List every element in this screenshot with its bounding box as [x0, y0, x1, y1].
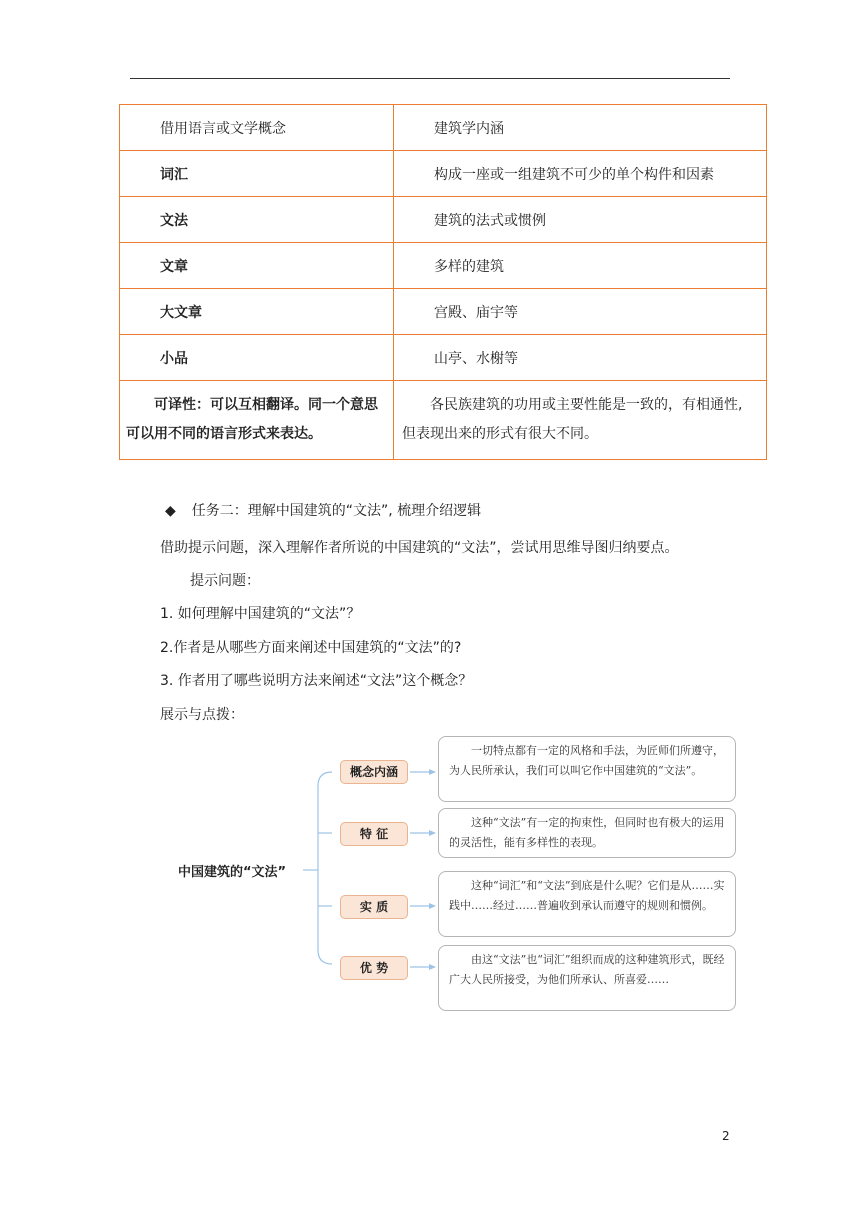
- mindmap-root: 中国建筑的“文法”: [178, 865, 287, 880]
- diamond-bullet-icon: ◆: [165, 503, 176, 519]
- table-cell: 建筑学内涵: [394, 105, 767, 151]
- table-cell: 可译性：可以互相翻译。同一个意思可以用不同的语言形式来表达。: [120, 381, 394, 460]
- page-number: 2: [722, 1129, 730, 1143]
- task-title: 任务二：理解中国建筑的“文法”, 梳理介绍逻辑: [191, 503, 482, 519]
- mindmap-box-essence: 这种“词汇”和“文法”到底是什么呢？它们是从……实践中……经过……普遍收到承认而遵守的规则和惯例。: [438, 871, 736, 937]
- task-instruction: 借助提示问题，深入理解作者所说的中国建筑的“文法”，尝试用思维导图归纳要点。: [160, 540, 679, 556]
- table-cell: 山亭、水榭等: [394, 335, 767, 381]
- table-cell: 文法: [120, 197, 394, 243]
- table-cell: 借用语言或文学概念: [120, 105, 394, 151]
- question-3: 3. 作者用了哪些说明方法来阐述“文法”这个概念？: [160, 673, 473, 689]
- question-1: 1. 如何理解中国建筑的“文法”？: [160, 606, 361, 622]
- mindmap-box-feature: 这种“文法”有一定的拘束性，但同时也有极大的运用的灵活性，能有多样性的表现。: [438, 808, 736, 858]
- table-cell: 大文章: [120, 289, 394, 335]
- table-cell: 各民族建筑的功用或主要性能是一致的，有相通性, 但表现出来的形式有很大不同。: [394, 381, 767, 460]
- mindmap-box-concept: 一切特点都有一定的风格和手法，为匠师们所遵守，为人民所承认，我们可以叫它作中国建筑的“文法”。: [438, 736, 736, 802]
- table-cell: 多样的建筑: [394, 243, 767, 289]
- mindmap-node-essence: 实 质: [340, 895, 408, 919]
- mindmap-node-concept: 概念内涵: [340, 760, 408, 784]
- mindmap-node-advantage: 优 势: [340, 956, 408, 980]
- table-cell: 建筑的法式或惯例: [394, 197, 767, 243]
- table-cell: 构成一座或一组建筑不可少的单个构件和因素: [394, 151, 767, 197]
- table-cell: 词汇: [120, 151, 394, 197]
- prompt-label: 提示问题：: [190, 573, 260, 589]
- table-cell: 宫殿、庙宇等: [394, 289, 767, 335]
- question-2: 2.作者是从哪些方面来阐述中国建筑的“文法”的?: [160, 640, 462, 656]
- mindmap-box-advantage: 由这“文法”也“词汇”组织而成的这种建筑形式，既经广大人民所接受，为他们所承认、所喜爱……: [438, 945, 736, 1011]
- showcase-label: 展示与点拨：: [160, 707, 244, 723]
- mindmap-node-feature: 特 征: [340, 822, 408, 846]
- table-cell: 小品: [120, 335, 394, 381]
- table-cell: 文章: [120, 243, 394, 289]
